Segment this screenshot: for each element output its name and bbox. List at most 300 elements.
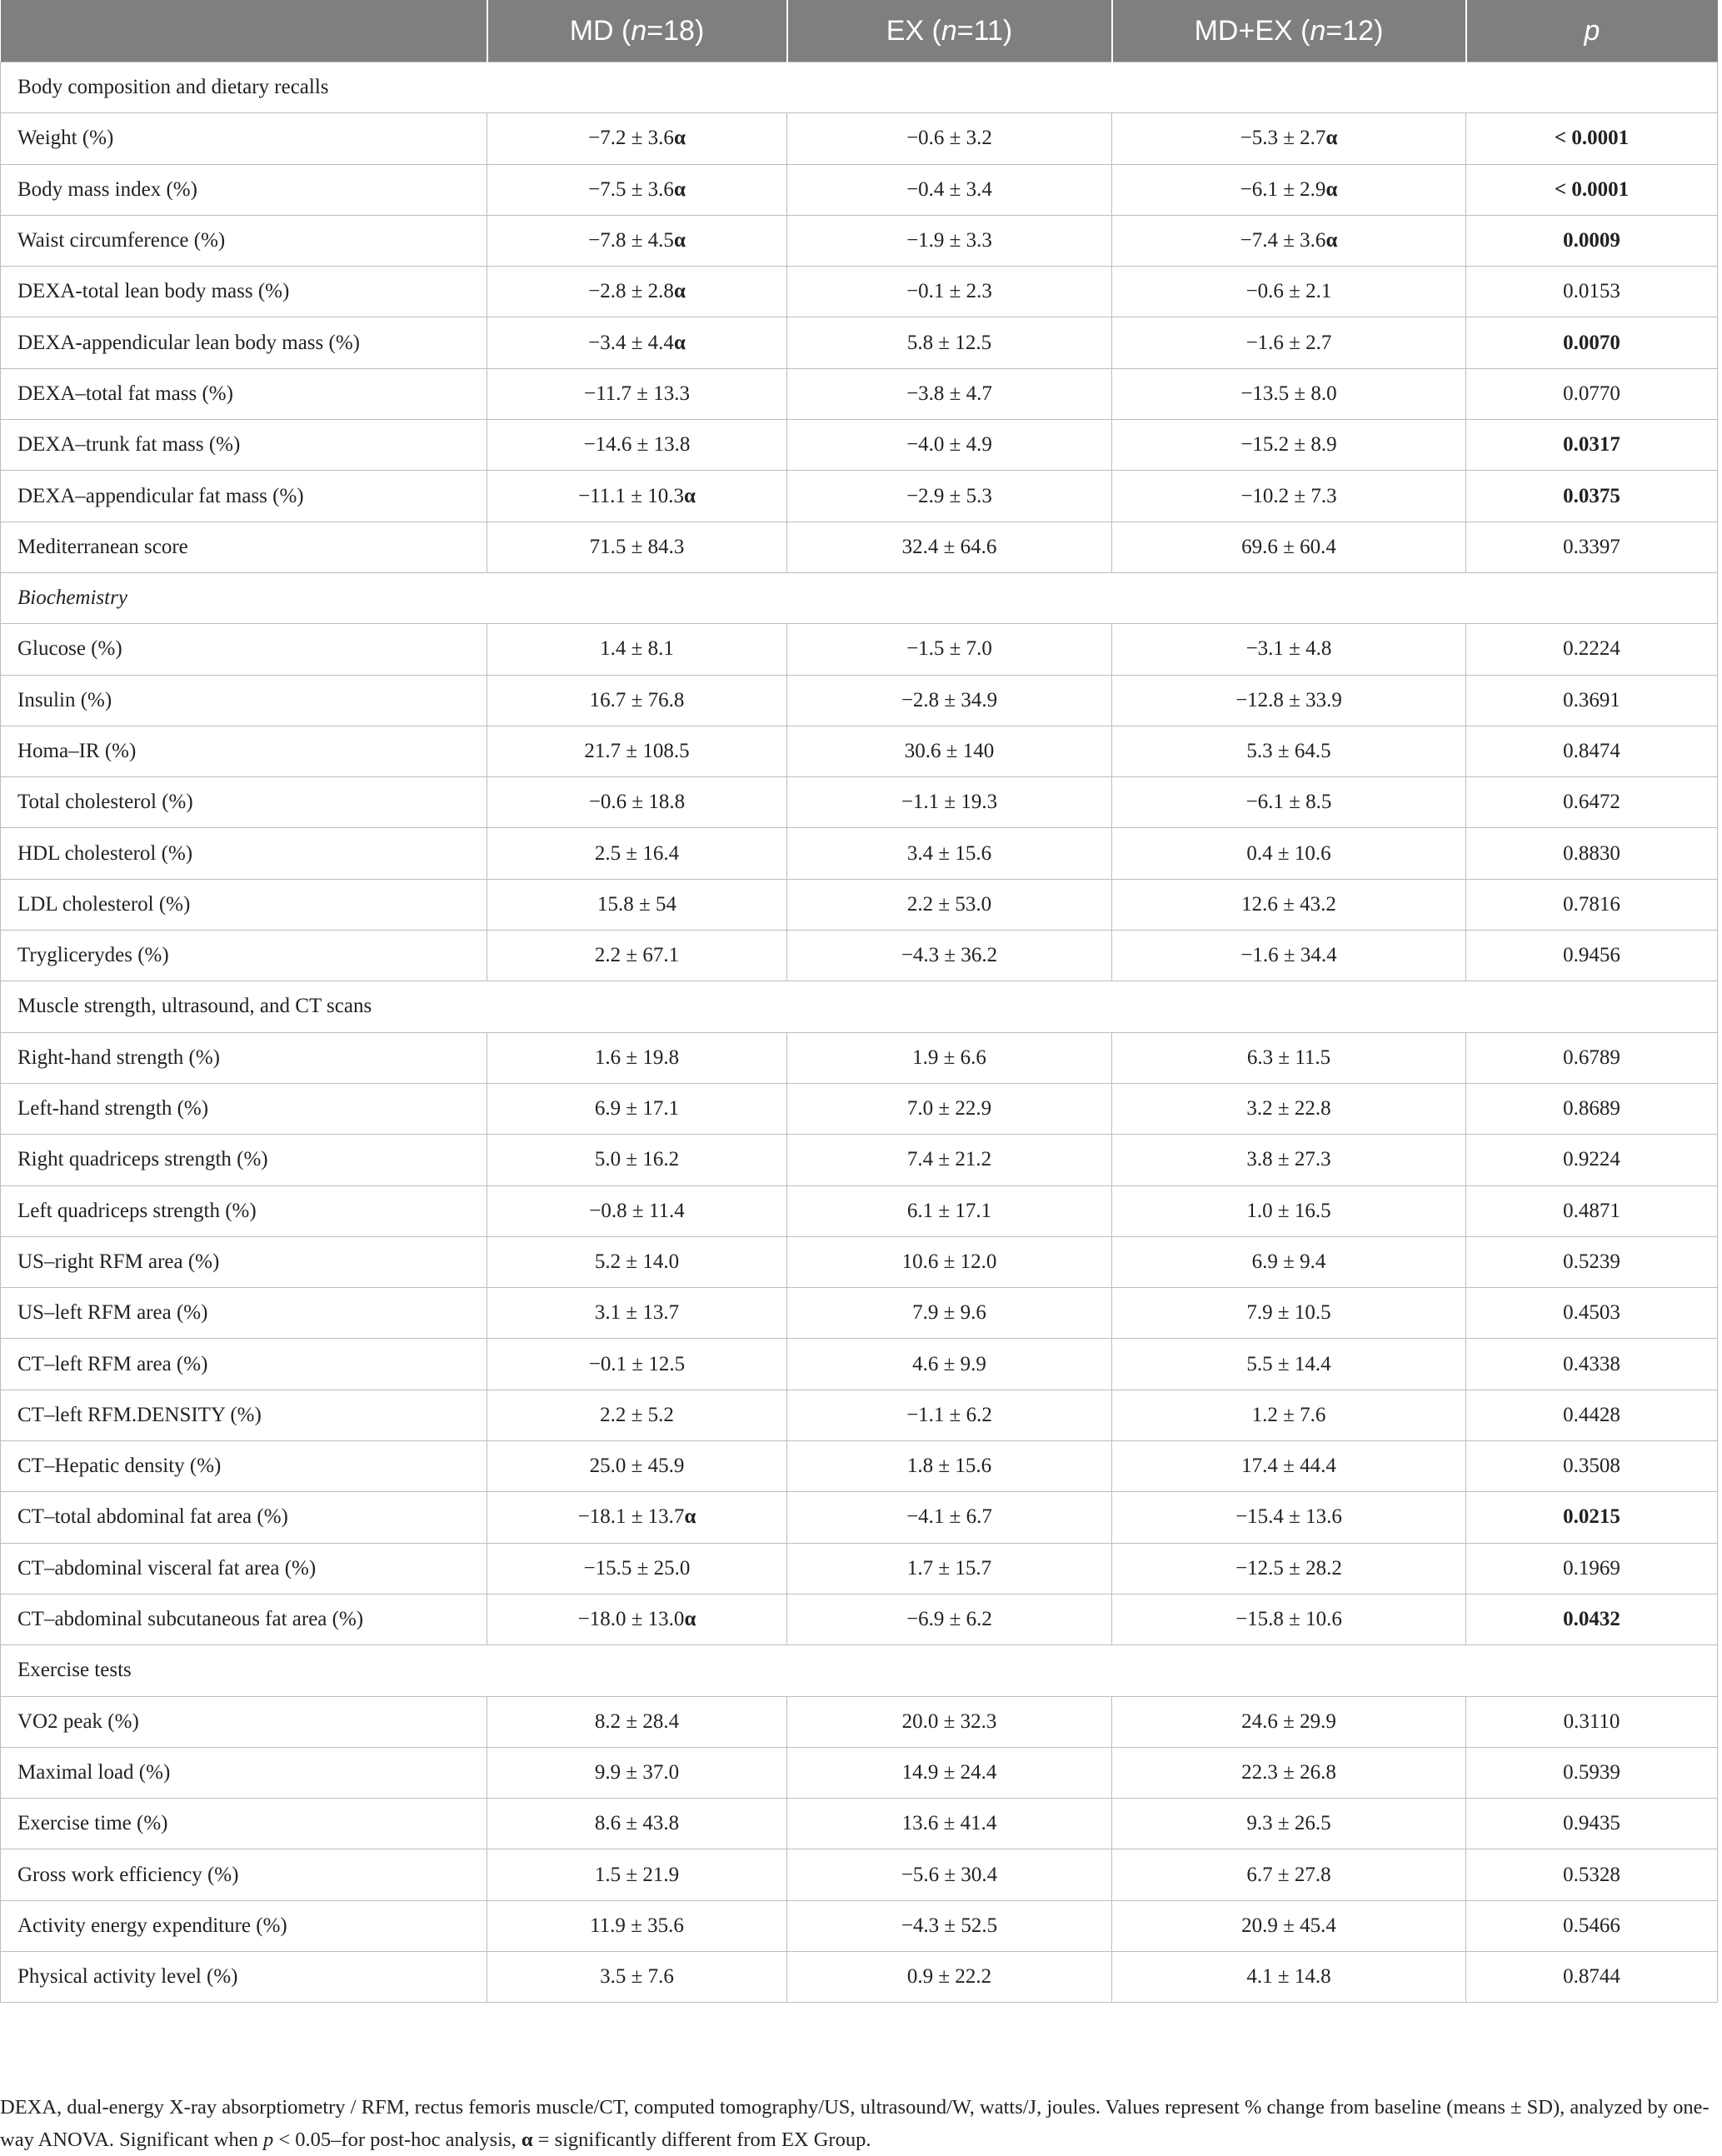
p-value: 0.9224 [1466,1135,1718,1185]
mdex-value-text: 5.3 ± 64.5 [1246,740,1331,762]
section-row [1,981,1718,1032]
table-row [1,420,1718,471]
mdex-value-text: −5.3 ± 2.7 [1240,127,1326,150]
md-value-text: 71.5 ± 84.3 [589,535,685,558]
md-value-text: −3.4 ± 4.4 [588,331,674,354]
ex-value [787,726,1112,776]
p-value: 0.3691 [1466,675,1718,726]
row-label: VO2 peak (%) [1,1696,487,1747]
mdex-value-text: −6.1 ± 8.5 [1245,791,1332,814]
table-row [1,317,1718,368]
ex-value [787,624,1112,675]
table-row [1,777,1718,828]
ex-value-text: 6.1 ± 17.1 [906,1199,992,1222]
md-value [487,368,787,419]
p-value: 0.3110 [1466,1696,1718,1747]
md-value [487,1236,787,1287]
row-label: CT–abdominal subcutaneous fat area (%) [1,1594,487,1644]
ex-value-text: −4.3 ± 36.2 [901,944,998,967]
md-value-text: 1.5 ± 21.9 [594,1863,680,1886]
table-row [1,164,1718,215]
md-value [487,113,787,164]
md-value-text: 3.5 ± 7.6 [600,1965,674,1989]
mdex-value [1112,1032,1466,1083]
mdex-value-text: −12.8 ± 33.9 [1235,688,1342,711]
ex-value-text: −4.3 ± 52.5 [901,1914,998,1937]
table-row [1,624,1718,675]
p-value: 0.8474 [1466,726,1718,776]
row-label: DEXA-total lean body mass (%) [1,267,487,317]
ex-value [787,1339,1112,1390]
p-value: 0.2224 [1466,624,1718,675]
p-value: 0.4871 [1466,1185,1718,1236]
mdex-value [1112,215,1466,266]
row-label: US–left RFM area (%) [1,1288,487,1339]
table-row [1,1543,1718,1594]
md-value [487,1339,787,1390]
table-row [1,1083,1718,1134]
ex-value [787,1288,1112,1339]
mdex-value-text: 12.6 ± 43.2 [1241,892,1336,916]
mdex-value [1112,471,1466,522]
ex-value [787,1185,1112,1236]
md-value [487,1441,787,1492]
ex-value-text: 20.0 ± 32.3 [901,1709,997,1733]
alpha-marker: α [684,1608,696,1631]
row-label: Weight (%) [1,113,487,164]
p-value: 0.0215 [1466,1492,1718,1543]
mdex-value [1112,1441,1466,1492]
ex-value-text: −2.9 ± 5.3 [906,484,992,507]
mdex-value [1112,1849,1466,1900]
alpha-marker: α [683,484,696,507]
mdex-value [1112,1951,1466,2002]
md-value-text: −11.7 ± 13.3 [584,382,690,405]
mdex-value [1112,368,1466,419]
ex-value-text: 30.6 ± 140 [904,740,995,762]
ex-value [787,1236,1112,1287]
mdex-value-text: −0.6 ± 2.1 [1245,280,1332,303]
md-value [487,1083,787,1134]
table-row [1,1390,1718,1440]
mdex-value-text: 9.3 ± 26.5 [1246,1812,1331,1835]
md-value-text: −15.5 ± 25.0 [583,1556,691,1580]
md-value-text: 1.6 ± 19.8 [594,1046,680,1069]
mdex-value-text: 3.8 ± 27.3 [1246,1148,1331,1171]
ex-value [787,879,1112,930]
mdex-value [1112,1236,1466,1287]
p-value: 0.9456 [1466,931,1718,981]
md-value [487,267,787,317]
p-value: 0.0770 [1466,368,1718,419]
mdex-value [1112,1900,1466,1951]
mdex-value [1112,420,1466,471]
mdex-value [1112,726,1466,776]
row-label: Right quadriceps strength (%) [1,1135,487,1185]
p-value: < 0.0001 [1466,164,1718,215]
md-value [487,726,787,776]
table-row [1,1339,1718,1390]
row-label: CT–abdominal visceral fat area (%) [1,1543,487,1594]
mdex-value-text: −10.2 ± 7.3 [1240,484,1337,507]
md-value-text: 11.9 ± 35.6 [590,1914,684,1937]
md-value [487,1185,787,1236]
table-row [1,1135,1718,1185]
p-value: 0.5328 [1466,1849,1718,1900]
p-value: 0.7816 [1466,879,1718,930]
md-value-text: 15.8 ± 54 [597,892,676,916]
row-label: LDL cholesterol (%) [1,879,487,930]
p-value: < 0.0001 [1466,113,1718,164]
ex-value-text: 4.6 ± 9.9 [912,1352,986,1375]
table-row [1,1900,1718,1951]
md-value [487,522,787,572]
section-row [1,572,1718,623]
table-row [1,215,1718,266]
md-value [487,1135,787,1185]
alpha-marker: α [673,229,686,252]
md-value [487,1492,787,1543]
table-row [1,1696,1718,1747]
alpha-marker: α [1325,177,1338,201]
ex-value [787,1032,1112,1083]
md-value-text: −0.6 ± 18.8 [588,791,686,814]
md-value-text: 3.1 ± 13.7 [594,1301,680,1325]
ex-value-text: −0.4 ± 3.4 [906,177,992,201]
row-label: US–right RFM area (%) [1,1236,487,1287]
ex-value [787,931,1112,981]
row-label: Tryglicerydes (%) [1,931,487,981]
ex-value-text: −5.6 ± 30.4 [901,1863,998,1886]
table-row [1,1849,1718,1900]
md-value-text: 2.2 ± 67.1 [594,944,680,967]
mdex-value [1112,1390,1466,1440]
p-value: 0.0375 [1466,471,1718,522]
ex-value-text: −1.5 ± 7.0 [906,637,992,661]
ex-value [787,675,1112,726]
md-value [487,471,787,522]
ex-value-text: 1.8 ± 15.6 [906,1455,992,1478]
row-label: Exercise time (%) [1,1799,487,1849]
mdex-value [1112,1799,1466,1849]
mdex-value [1112,267,1466,317]
ex-value [787,1083,1112,1134]
table-row [1,828,1718,879]
mdex-value-text: −13.5 ± 8.0 [1240,382,1337,405]
row-label: Activity energy expenditure (%) [1,1900,487,1951]
md-value-text: 8.2 ± 28.4 [594,1709,680,1733]
ex-value-text: 1.9 ± 6.6 [912,1046,986,1069]
alpha-marker: α [1325,127,1338,150]
md-value [487,1288,787,1339]
section-heading: Exercise tests [1,1645,1718,1696]
alpha-marker: α [673,280,686,303]
header-mdex: MD+EX (n=12) [1112,0,1466,62]
mdex-value-text: 22.3 ± 26.8 [1241,1760,1336,1784]
md-value [487,1747,787,1798]
alpha-marker: α [684,1505,696,1529]
md-value [487,1951,787,2002]
table-row [1,931,1718,981]
ex-value [787,1696,1112,1747]
mdex-value-text: 1.2 ± 7.6 [1251,1403,1326,1426]
mdex-value-text: 7.9 ± 10.5 [1246,1301,1331,1325]
ex-value-text: −1.9 ± 3.3 [906,229,992,252]
mdex-value [1112,1696,1466,1747]
table-row [1,1492,1718,1543]
md-value [487,1849,787,1900]
md-value-text: 5.0 ± 16.2 [594,1148,680,1171]
mdex-value-text: 4.1 ± 14.8 [1246,1965,1331,1989]
row-label: Physical activity level (%) [1,1951,487,2002]
ex-value-text: −0.1 ± 2.3 [906,280,992,303]
row-label: Homa–IR (%) [1,726,487,776]
p-value: 0.4503 [1466,1288,1718,1339]
row-label: Gross work efficiency (%) [1,1849,487,1900]
ex-value-text: 7.4 ± 21.2 [906,1148,992,1171]
mdex-value [1112,1135,1466,1185]
md-value-text: −18.1 ± 13.7 [577,1505,685,1529]
ex-value-text: 7.9 ± 9.6 [912,1301,986,1325]
md-value-text: 21.7 ± 108.5 [584,740,690,762]
mdex-value [1112,931,1466,981]
mdex-value-text: 6.7 ± 27.8 [1246,1863,1331,1886]
ex-value [787,215,1112,266]
section-heading: Body composition and dietary recalls [1,62,1718,113]
table-row [1,1441,1718,1492]
section-row [1,62,1718,113]
row-label: Right-hand strength (%) [1,1032,487,1083]
row-label: Glucose (%) [1,624,487,675]
row-label: CT–Hepatic density (%) [1,1441,487,1492]
md-value-text: 2.5 ± 16.4 [594,841,680,865]
md-value-text: −11.1 ± 10.3 [578,484,684,507]
p-value: 0.5939 [1466,1747,1718,1798]
mdex-value-text: 6.3 ± 11.5 [1246,1046,1331,1069]
ex-value-text: 3.4 ± 15.6 [906,841,992,865]
ex-value [787,164,1112,215]
md-value-text: −2.8 ± 2.8 [588,280,674,303]
p-value: 0.0432 [1466,1594,1718,1644]
md-value [487,1696,787,1747]
row-label: DEXA–trunk fat mass (%) [1,420,487,471]
table-footnote: DEXA, dual-energy X-ray absorptiometry / RFM, rectus femoris muscle/CT, computed tomography/US, ultrasound/W, watts/J, joules. Values represent % change from baseline (means ± SD), analyzed by one-way ANOVA. Significant when p < 0.05–for post-hoc analysis, α = significantly different from EX Group. [0,2096,1710,2151]
ex-value [787,471,1112,522]
md-value-text: −0.8 ± 11.4 [589,1199,685,1222]
row-label: DEXA–total fat mass (%) [1,368,487,419]
p-value: 0.8830 [1466,828,1718,879]
md-value-text: 1.4 ± 8.1 [600,637,674,661]
table-row [1,726,1718,776]
ex-value-text: −2.8 ± 34.9 [901,688,998,711]
md-value [487,675,787,726]
ex-value [787,368,1112,419]
p-value: 0.3508 [1466,1441,1718,1492]
md-value [487,164,787,215]
md-value [487,420,787,471]
ex-value [787,777,1112,828]
md-value [487,1543,787,1594]
ex-value [787,1390,1112,1440]
row-label: Left-hand strength (%) [1,1083,487,1134]
ex-value [787,1849,1112,1900]
md-value-text: −14.6 ± 13.8 [583,433,691,457]
md-value-text: 2.2 ± 5.2 [600,1403,674,1426]
row-label: CT–total abdominal fat area (%) [1,1492,487,1543]
md-value [487,1900,787,1951]
md-value [487,1032,787,1083]
mdex-value-text: 69.6 ± 60.4 [1241,535,1336,558]
header-variable [1,0,487,62]
table-row [1,1236,1718,1287]
mdex-value-text: 3.2 ± 22.8 [1246,1097,1331,1120]
ex-value [787,1543,1112,1594]
ex-value-text: 5.8 ± 12.5 [906,331,992,354]
ex-value-text: 1.7 ± 15.7 [906,1556,992,1580]
mdex-value-text: −1.6 ± 2.7 [1245,331,1332,354]
mdex-value [1112,777,1466,828]
mdex-value [1112,1083,1466,1134]
table-row [1,1288,1718,1339]
md-value-text: −7.2 ± 3.6 [588,127,674,150]
ex-value [787,522,1112,572]
table-row [1,113,1718,164]
mdex-value-text: 5.5 ± 14.4 [1246,1352,1331,1375]
table-row [1,1032,1718,1083]
p-value: 0.3397 [1466,522,1718,572]
table-row [1,1185,1718,1236]
mdex-value [1112,113,1466,164]
ex-value [787,113,1112,164]
ex-value-text: −3.8 ± 4.7 [906,382,992,405]
md-value [487,1390,787,1440]
table-row [1,1594,1718,1644]
table-row [1,471,1718,522]
header-ex: EX (n=11) [787,0,1112,62]
p-value: 0.0317 [1466,420,1718,471]
mdex-value-text: −7.4 ± 3.6 [1240,229,1326,252]
row-label: Left quadriceps strength (%) [1,1185,487,1236]
ex-value [787,1900,1112,1951]
ex-value [787,828,1112,879]
row-label: Waist circumference (%) [1,215,487,266]
mdex-value-text: −6.1 ± 2.9 [1240,177,1326,201]
mdex-value [1112,879,1466,930]
table-row [1,1799,1718,1849]
mdex-value-text: 6.9 ± 9.4 [1251,1250,1326,1273]
alpha-marker: α [673,331,686,354]
p-value: 0.5239 [1466,1236,1718,1287]
md-value [487,215,787,266]
ex-value [787,1135,1112,1185]
mdex-value-text: −15.4 ± 13.6 [1235,1505,1342,1529]
header-row [1,0,1718,62]
ex-value [787,1951,1112,2002]
p-value: 0.4428 [1466,1390,1718,1440]
md-value [487,777,787,828]
mdex-value-text: −3.1 ± 4.8 [1245,637,1332,661]
md-value [487,879,787,930]
alpha-marker: α [673,177,686,201]
ex-value-text: 10.6 ± 12.0 [901,1250,997,1273]
mdex-value [1112,164,1466,215]
mdex-value-text: 17.4 ± 44.4 [1241,1455,1336,1478]
md-value-text: 5.2 ± 14.0 [594,1250,680,1273]
ex-value-text: −6.9 ± 6.2 [906,1608,992,1631]
mdex-value [1112,317,1466,368]
md-value [487,317,787,368]
md-value-text: −7.8 ± 4.5 [588,229,674,252]
mdex-value [1112,624,1466,675]
md-value-text: −18.0 ± 13.0 [577,1608,685,1631]
ex-value-text: −1.1 ± 6.2 [906,1403,992,1426]
mdex-value [1112,1288,1466,1339]
mdex-value-text: 24.6 ± 29.9 [1241,1709,1336,1733]
row-label: DEXA–appendicular fat mass (%) [1,471,487,522]
ex-value-text: −4.0 ± 4.9 [906,433,992,457]
md-value [487,931,787,981]
p-value: 0.6789 [1466,1032,1718,1083]
ex-value-text: 32.4 ± 64.6 [901,535,997,558]
ex-value [787,1441,1112,1492]
mdex-value [1112,1747,1466,1798]
mdex-value [1112,1339,1466,1390]
p-value: 0.8689 [1466,1083,1718,1134]
table-row [1,522,1718,572]
row-label: Insulin (%) [1,675,487,726]
p-value: 0.4338 [1466,1339,1718,1390]
ex-value [787,317,1112,368]
ex-value-text: 2.2 ± 53.0 [906,892,992,916]
table-row [1,675,1718,726]
table-row [1,879,1718,930]
row-label: HDL cholesterol (%) [1,828,487,879]
header-md: MD (n=18) [487,0,787,62]
p-value: 0.9435 [1466,1799,1718,1849]
mdex-value [1112,828,1466,879]
md-value-text: 25.0 ± 45.9 [589,1455,685,1478]
md-value-text: 16.7 ± 76.8 [589,688,685,711]
md-value [487,1594,787,1644]
mdex-value [1112,1543,1466,1594]
table-row [1,1747,1718,1798]
md-value-text: 8.6 ± 43.8 [594,1812,680,1835]
mdex-value [1112,1594,1466,1644]
p-value: 0.5466 [1466,1900,1718,1951]
ex-value-text: −0.6 ± 3.2 [906,127,992,150]
ex-value [787,420,1112,471]
alpha-marker: α [1325,229,1338,252]
md-value [487,828,787,879]
md-value-text: 6.9 ± 17.1 [594,1097,680,1120]
row-label: Body mass index (%) [1,164,487,215]
row-label: Total cholesterol (%) [1,777,487,828]
section-row [1,1645,1718,1696]
ex-value-text: 13.6 ± 41.4 [901,1812,997,1835]
row-label: Maximal load (%) [1,1747,487,1798]
mdex-value [1112,675,1466,726]
ex-value-text: 14.9 ± 24.4 [901,1760,997,1784]
p-value: 0.0070 [1466,317,1718,368]
section-heading: Muscle strength, ultrasound, and CT scans [1,981,1718,1032]
md-value-text: 9.9 ± 37.0 [594,1760,680,1784]
ex-value-text: 0.9 ± 22.2 [906,1965,992,1989]
mdex-value-text: −12.5 ± 28.2 [1235,1556,1342,1580]
ex-value [787,267,1112,317]
ex-value [787,1492,1112,1543]
row-label: Mediterranean score [1,522,487,572]
table-row [1,267,1718,317]
